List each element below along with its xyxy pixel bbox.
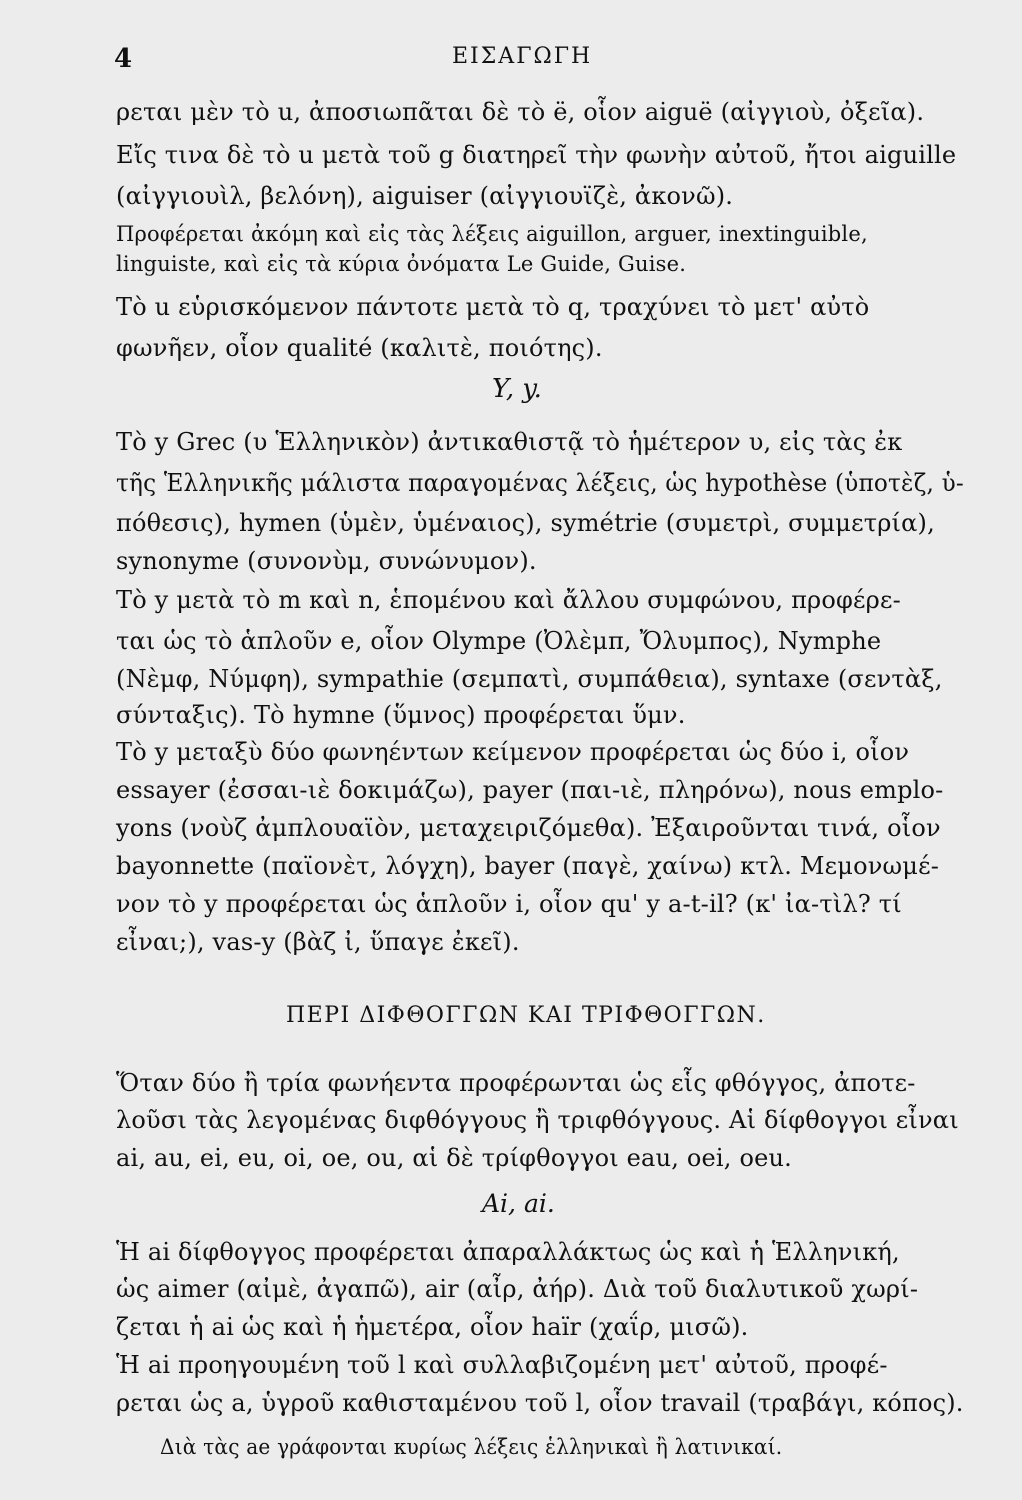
text-line-7: φωνῆεν, οἷον qualité (καλιτὲ, ποιότης). [116,334,603,362]
section-heading-y: Y, y. [492,374,542,404]
text-line-19: bayonnette (παϊονὲτ, λόγχη), bayer (παγὲ, χαίνω) κτλ. Μεμονωμέ- [116,852,940,880]
text-line-20: νον τὸ y προφέρεται ὡς ἁπλοῦν i, οἷον qu' y a-t-il? (κ' ἰα-τὶλ? τί [116,890,902,918]
text-line-10: πόθεσις), hymen (ὑμὲν, ὑμέναιος), symétrie (συμετρὶ, συμμετρία), [116,509,935,537]
text-line-5: linguiste, καὶ εἰς τὰ κύρια ὀνόματα Le Guide, Guise. [116,252,687,276]
text-line-4: Προφέρεται ἀκόμη καὶ εἰς τὰς λέξεις aiguillon, arguer, inextinguible, [116,222,868,246]
text-line-13: ται ὡς τὸ ἁπλοῦν e, οἷον Olympe (Ὀλὲμπ, Ὄλυμπος), Nymphe [116,627,882,655]
text-line-12: Τὸ y μετὰ τὸ m καὶ n, ἑπομένου καὶ ἄλλου συμφώνου, προφέρε- [116,586,901,614]
running-title: ΕΙΣΑΓΩΓΗ [452,44,593,69]
text-line-24: ai, au, ei, eu, oi, oe, ou, αἱ δὲ τρίφθογγοι eau, oei, oeu. [116,1144,793,1172]
page-number: 4 [114,44,135,74]
text-line-11: synonyme (συνονὺμ, συνώνυμον). [116,547,537,575]
text-line-22: Ὅταν δύο ἢ τρία φωνήεντα προφέρωνται ὡς εἷς φθόγγος, ἀποτε- [116,1069,916,1097]
text-line-28: Ἡ ai προηγουμένη τοῦ l καὶ συλλαβιζομένη μετ' αὐτοῦ, προφέ- [116,1351,888,1379]
section-heading-ai: Ai, ai. [482,1189,555,1218]
text-line-18: yons (νοὺζ ἀμπλουαϊὸν, μεταχειριζόμεθα). Ἐξαιροῦνται τινά, οἷον [116,814,941,842]
text-line-1: ρεται μὲν τὸ u, ἀποσιωπᾶται δὲ τὸ ë, οἷον aiguë (αἰγγιοὺ, ὀξεῖα). [116,98,925,126]
text-line-30: Διὰ τὰς ae γράφονται κυρίως λέξεις ἑλληνικαὶ ἢ λατινικαί. [160,1435,783,1459]
text-line-8: Τὸ y Grec (υ Ἑλληνικὸν) ἀντικαθιστᾷ τὸ ἡμέτερον υ, εἰς τὰς ἐκ [116,428,903,456]
text-line-6: Τὸ u εὑρισκόμενον πάντοτε μετὰ τὸ q, τραχύνει τὸ μετ' αὐτὸ [116,293,870,321]
text-line-25: Ἡ ai δίφθογγος προφέρεται ἀπαραλλάκτως ὡς καὶ ἡ Ἑλληνική, [116,1238,900,1266]
text-line-29: ρεται ὡς a, ὑγροῦ καθισταμένου τοῦ l, οἷον travail (τραβάγι, κόπος). [116,1389,964,1417]
text-line-27: ζεται ἡ ai ὡς καὶ ἡ ἡμετέρα, οἷον haïr (χαΐρ, μισῶ). [116,1313,749,1341]
text-line-2: Εἴς τινα δὲ τὸ u μετὰ τοῦ g διατηρεῖ τὴν φωνὴν αὐτοῦ, ἤτοι aiguille [116,141,957,169]
text-line-17: essayer (ἐσσαι-ιὲ δοκιμάζω), payer (παι-ιὲ, πληρόνω), nous emplo- [116,776,944,804]
text-line-14: (Νὲμφ, Νύμφη), sympathie (σεμπατὶ, συμπάθεια), syntaxe (σεντὰξ, [116,665,943,693]
text-line-3: (αἰγγιουὶλ, βελόνη), aiguiser (αἰγγιουϊζὲ, ἀκονῶ). [116,182,734,210]
text-line-23: λοῦσι τὰς λεγομένας διφθόγγους ἢ τριφθόγγους. Αἱ δίφθογγοι εἶναι [116,1106,959,1134]
text-line-26: ὡς aimer (αἰμὲ, ἀγαπῶ), air (αἶρ, ἀήρ). Διὰ τοῦ διαλυτικοῦ χωρί- [116,1275,919,1303]
text-line-9: τῆς Ἑλληνικῆς μάλιστα παραγομένας λέξεις, ὡς hypothèse (ὑποτὲζ, ὑ- [116,469,964,497]
section-heading-diphthongs: ΠΕΡΙ ΔΙΦΘΟΓΓΩΝ ΚΑΙ ΤΡΙΦΘΟΓΓΩΝ. [286,1003,766,1028]
text-line-21: εἶναι;), vas-y (βὰζ ἰ, ὕπαγε ἐκεῖ). [116,928,520,956]
text-line-16: Τὸ y μεταξὺ δύο φωνηέντων κείμενον προφέρεται ὡς δύο i, οἷον [116,738,910,766]
text-line-15: σύνταξις). Τὸ hymne (ὕμνος) προφέρεται ὕμν. [116,701,686,729]
